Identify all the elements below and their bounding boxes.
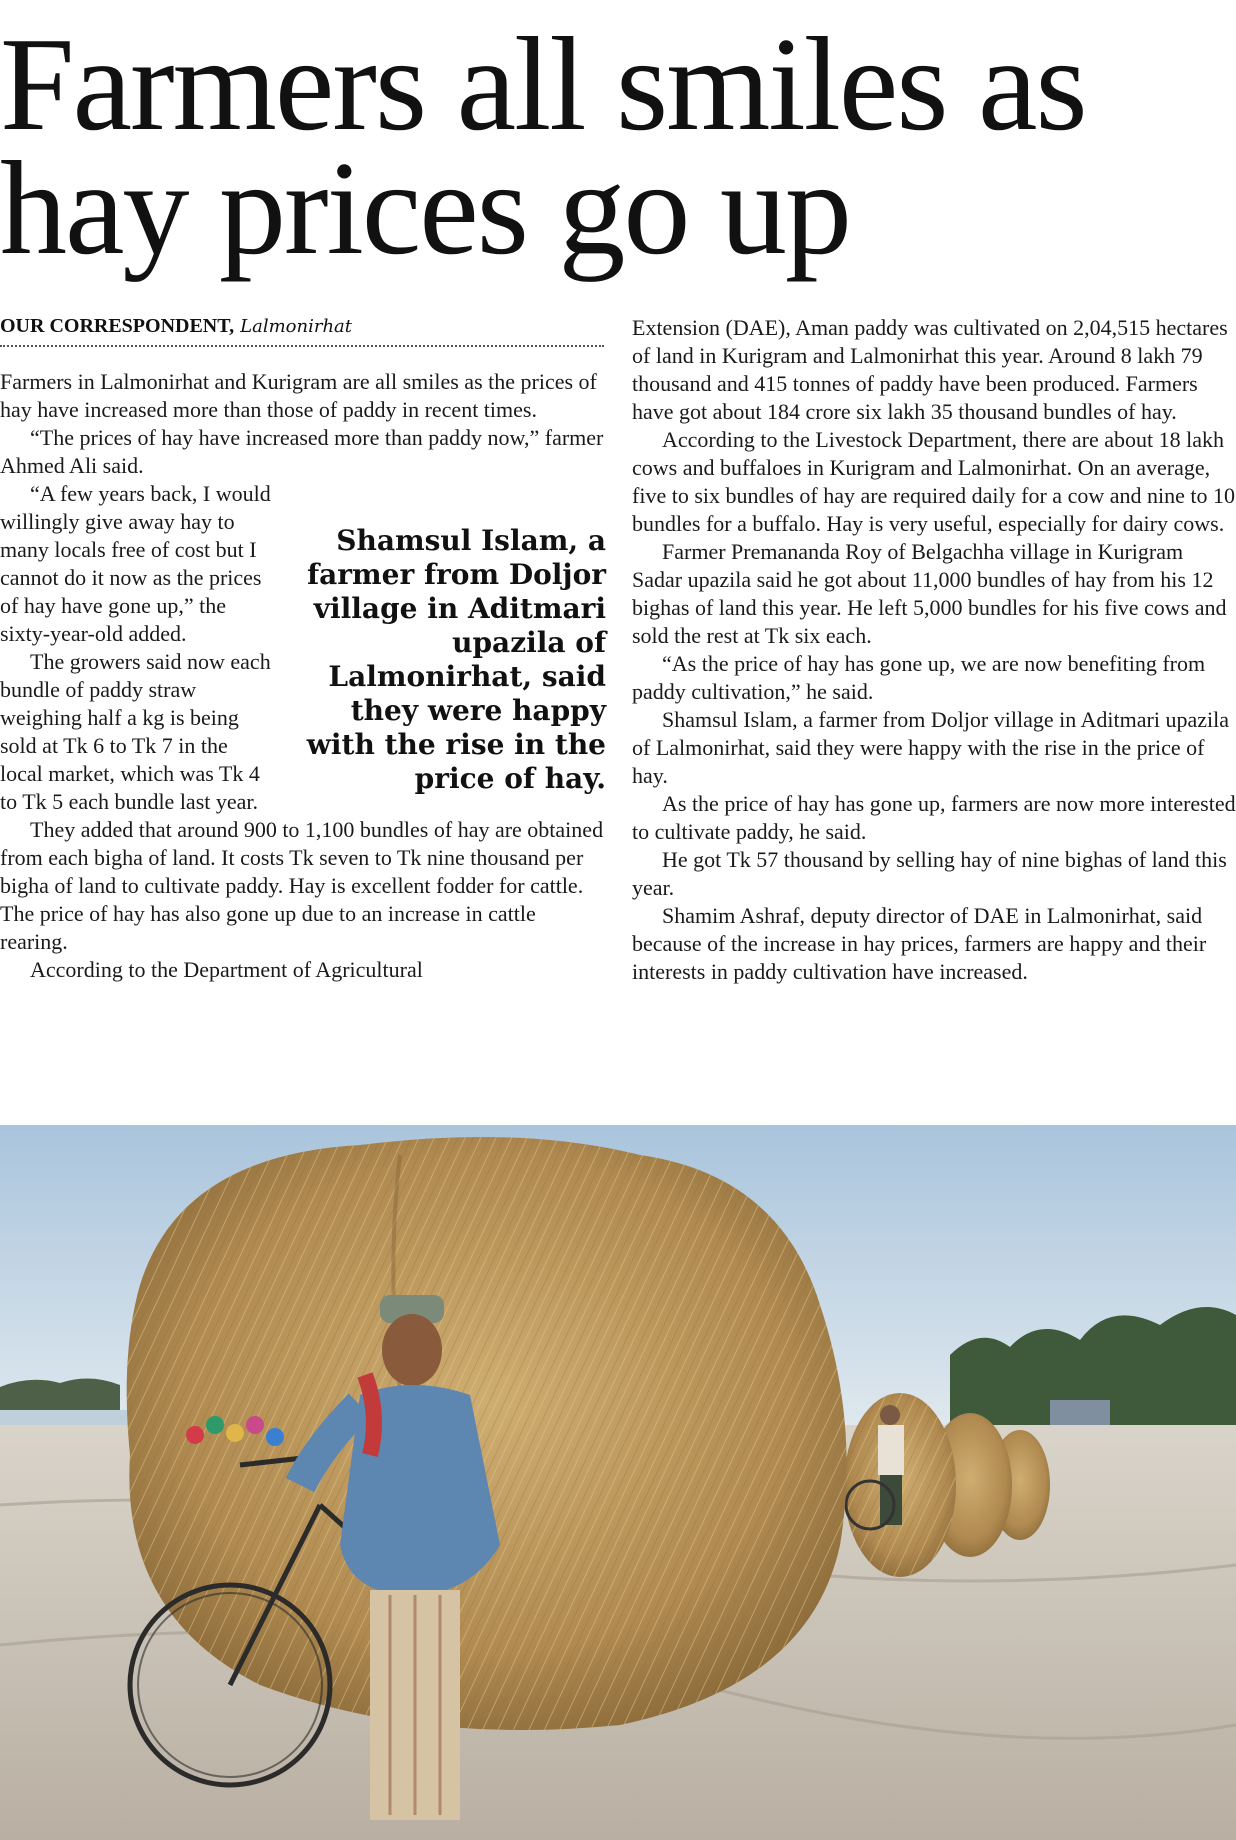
paragraph: According to the Livestock Department, there are about 18 lakh cows and buffaloes in Kurigram and Lalmonirhat. On an average, five to six bundles of hay are required daily for a cow and nine to 10 bundles for a buffalo. Hay is very useful, especially for dairy cows. — [632, 427, 1235, 536]
paragraph: As the price of hay has gone up, farmers are now more interested to cultivate paddy, he said. — [632, 791, 1236, 844]
headline: Farmers all smiles as hay prices go up — [0, 10, 1086, 282]
byline — [0, 314, 604, 347]
paragraph: They added that around 900 to 1,100 bundles of hay are obtained from each bigha of land. It costs Tk seven to Tk nine thousand per bigha of land to cultivate paddy. Hay is excellent fodder for cattle. The price of hay has also gone up due to an increase in cattle rearing. — [0, 817, 604, 954]
article-column-2 — [632, 314, 1236, 986]
article-column-1 — [0, 368, 606, 984]
paragraph: Farmer Premananda Roy of Belgachha village in Kurigram Sadar upazila said he got about 11,000 bundles of hay from his 12 bighas of land this year. He left 5,000 bundles for his five cows and sold the rest at Tk six each. — [632, 539, 1227, 648]
paragraph: “As the price of hay has gone up, we are now benefiting from paddy cultivation,” he said. — [632, 651, 1206, 704]
hay-bicycle-photo — [0, 1125, 1236, 1840]
paragraph: Farmers in Lalmonirhat and Kurigram are all smiles as the prices of hay have increased more than those of paddy in recent times. — [0, 369, 597, 422]
paragraph: “A few years back, I would willingly give away hay to many locals free of cost but I cannot do it now as the prices of hay have gone up,” the sixty-year-old added. — [0, 481, 271, 646]
article-photo — [0, 1125, 1236, 1840]
paragraph: Extension (DAE), Aman paddy was cultivated on 2,04,515 hectares of land in Kurigram and Lalmonirhat this year. Around 8 lakh 79 thousand and 415 tonnes of paddy have been produced. Farmers have got about 184 crore six lakh 35 thousand bundles of hay. — [632, 315, 1228, 424]
pull-quote: Shamsul Islam, a farmer from Doljor village in Aditmari upazila of Lalmonirhat, said they were happy with the rise in the price of hay. — [306, 524, 606, 795]
red-scarf — [365, 1375, 374, 1455]
paragraph: The growers said now each bundle of paddy straw weighing half a kg is being sold at Tk 6 to Tk 7 in the local market, which was Tk 4 to Tk 5 each bundle last year. — [0, 649, 271, 814]
paragraph: “The prices of hay have increased more than paddy now,” farmer Ahmed Ali said. — [0, 425, 604, 478]
byline-location: Lalmonirhat — [240, 316, 352, 337]
paragraph: He got Tk 57 thousand by selling hay of nine bighas of land this year. — [632, 847, 1227, 900]
tree-line-left — [0, 1378, 120, 1415]
face — [382, 1314, 442, 1386]
byline-author: OUR CORRESPONDENT, — [0, 315, 235, 337]
paragraph: Shamsul Islam, a farmer from Doljor village in Aditmari upazila of Lalmonirhat, said they were happy with the rise in the price of hay. — [632, 707, 1229, 788]
paragraph: According to the Department of Agricultural — [30, 957, 423, 982]
paragraph: Shamim Ashraf, deputy director of DAE in Lalmonirhat, said because of the increase in hay prices, farmers are happy and their interests in paddy cultivation have increased. — [632, 903, 1207, 984]
